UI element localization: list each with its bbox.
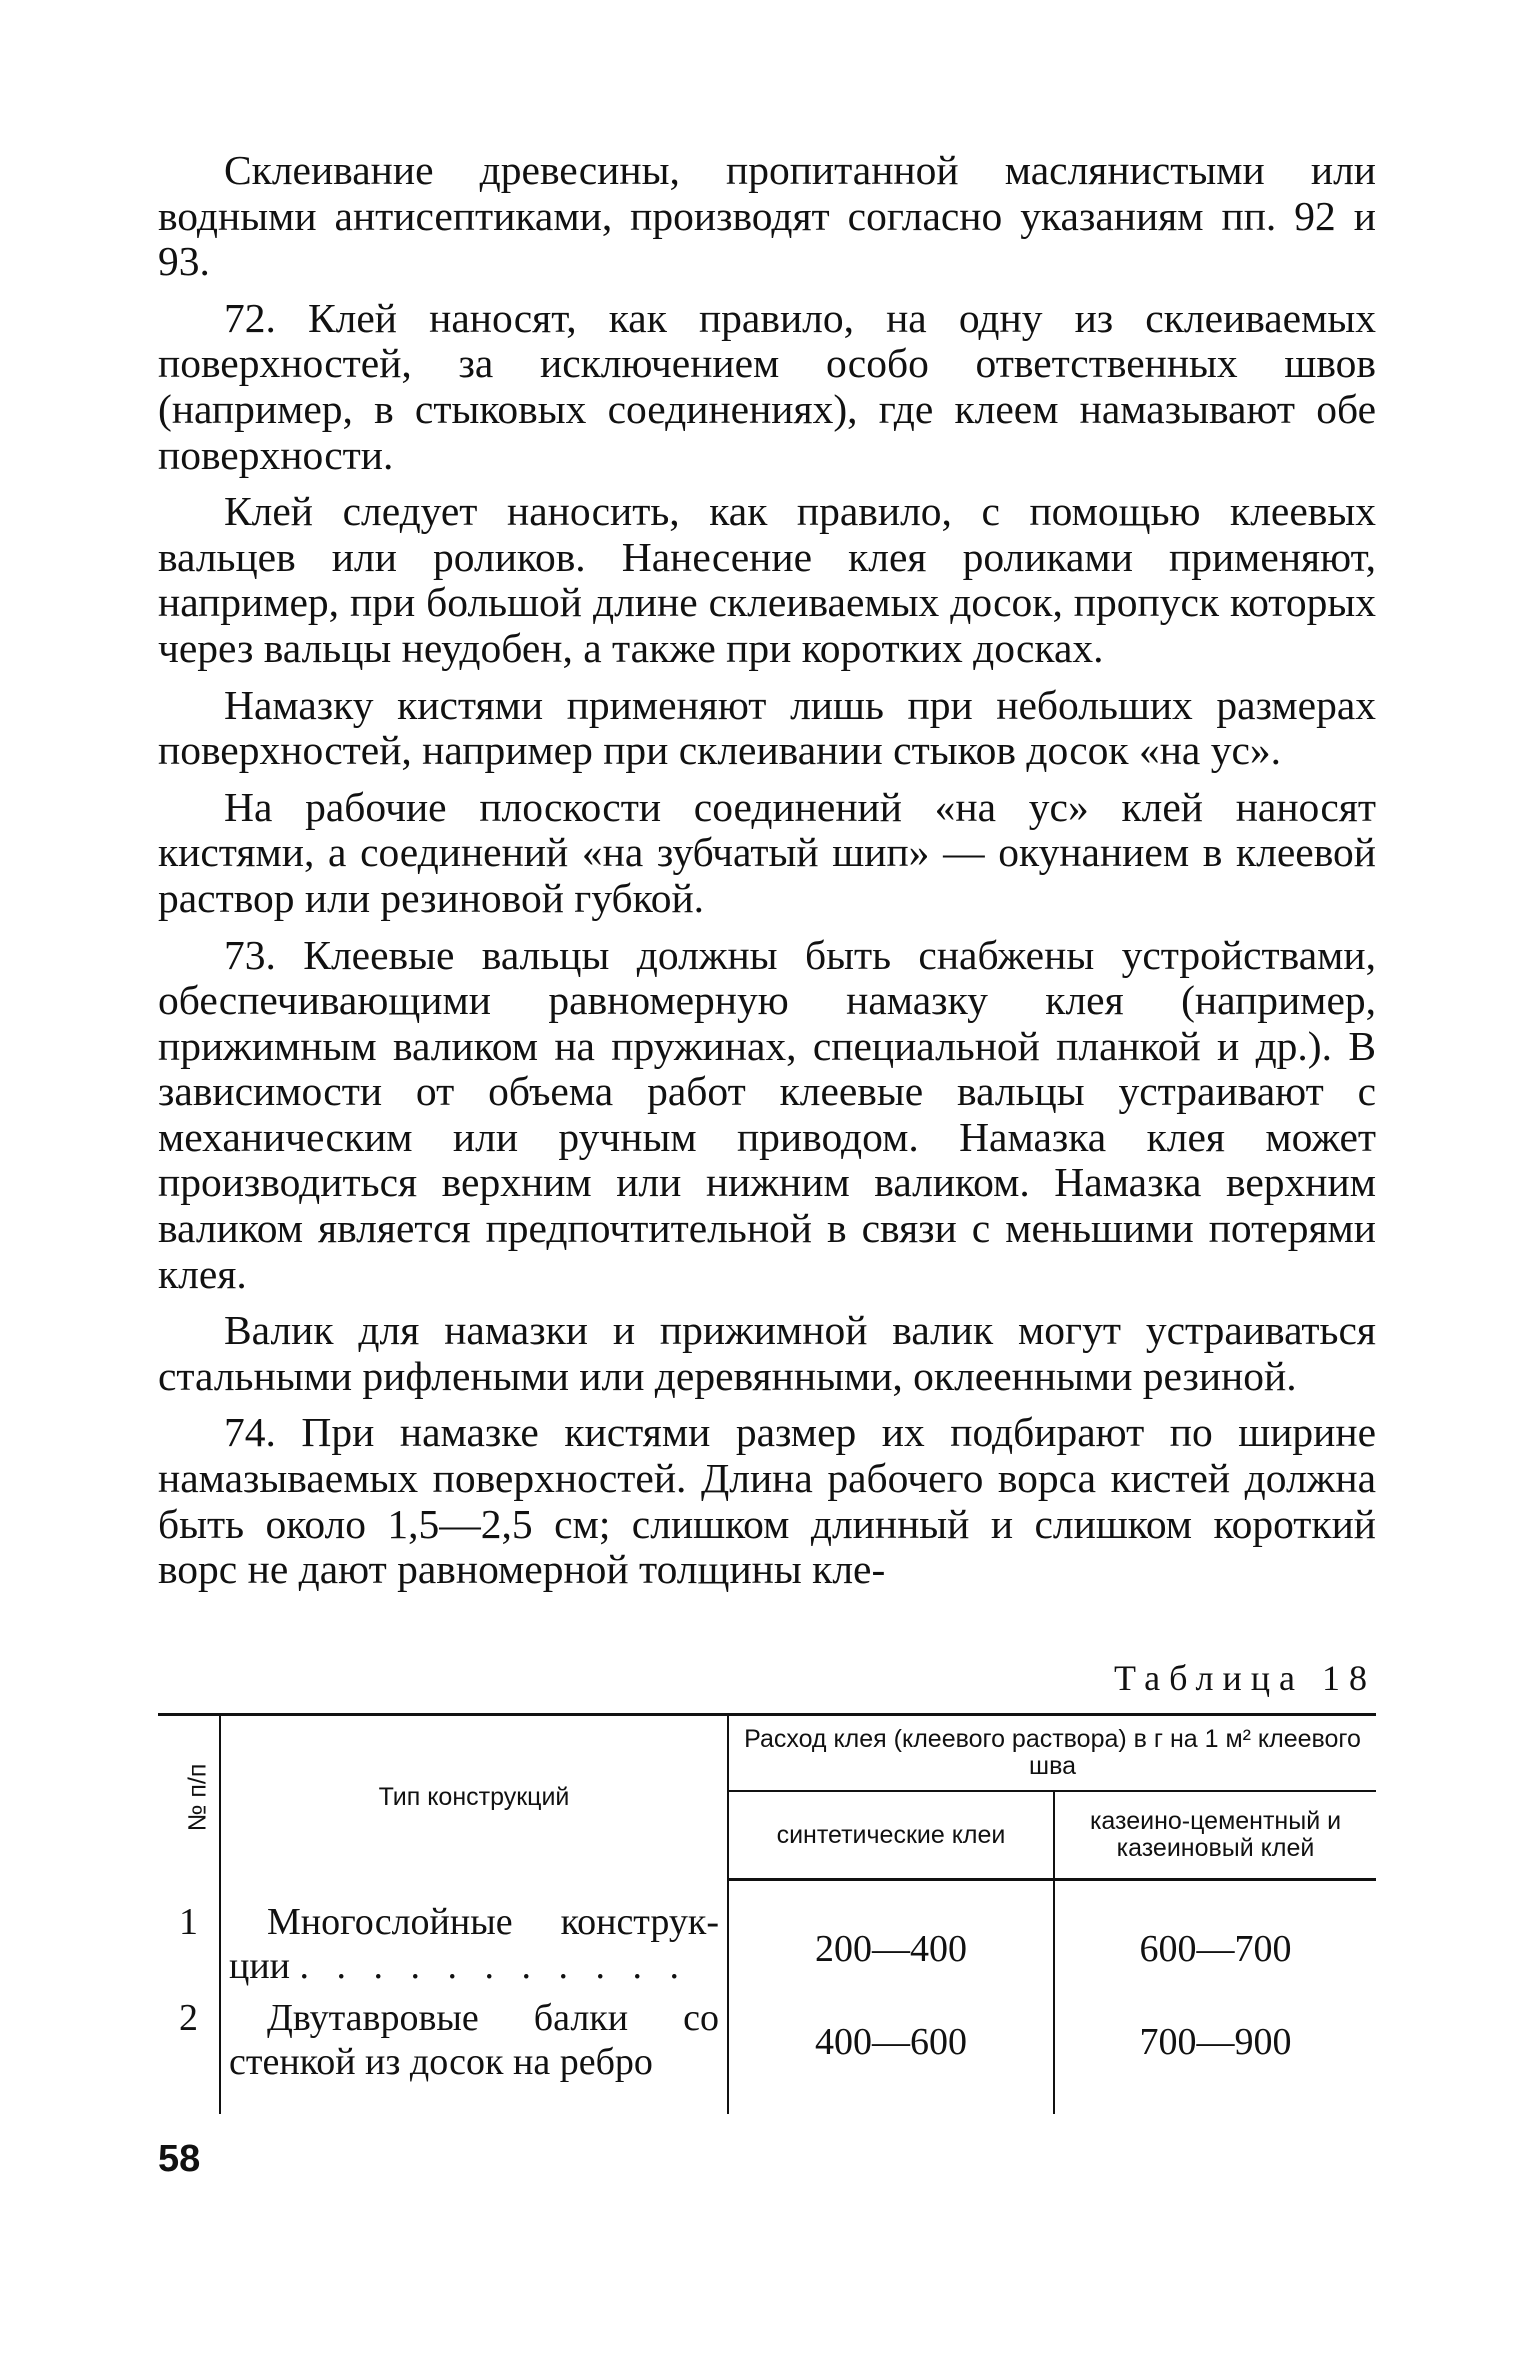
casein-value: 700—900 (1139, 2020, 1292, 2063)
column-header-number: № п/п (158, 1715, 220, 1880)
row-number: 1 (158, 1880, 220, 1988)
paragraph-joints: На рабочие плоскости соединений «на ус» клей наносят кистями, а соединений «на зубчатый шип» — окунанием в клеевой раствор или резиновой губкой. (158, 783, 1376, 921)
column-header-type: Тип конструкций (220, 1715, 728, 1880)
paragraph-glue-application: Клей следует наносить, как правило, с помощью клеевых вальцев или роликов. Нанесение клея роликами применяют, например, при большой длине склеиваемых досок, пропуск которых через вальцы неудобен, а также при коротких досках. (158, 488, 1376, 671)
table-row (158, 1880, 1376, 1988)
construction-type: Многослойные конструк- ции . . . . . . . . . . . (220, 1880, 728, 1988)
construction-type: Двутавровые балки со стенкой из досок на ребро (220, 1988, 728, 2114)
casein-value: 600—700 (1139, 1928, 1292, 1970)
paragraph-rollers: Валик для намазки и прижимной валик могут устраиваться стальными рифлеными или деревянными, оклеенными резиной. (158, 1307, 1376, 1399)
table-row (158, 1988, 1376, 2114)
paragraph-73: 73. Клеевые вальцы должны быть снабжены устройствами, обеспечивающими равномерную намазку клея (например, прижимным валиком на пружинах, специальной планкой и др.). В зависимости от объема работ клеевые вальцы устраивают с механическим или ручным приводом. Намазка клея может производиться верхним или нижним валиком. Намазка верхним валиком является предпочтительной в связи с меньшими потерями клея. (158, 931, 1376, 1297)
page-number: 58 (158, 2138, 201, 2180)
synthetic-value: 200—400 (728, 1880, 1054, 1988)
paragraph-brush-application: Намазку кистями применяют лишь при небольших размерах поверхностей, например при склеивании стыков досок «на ус». (158, 681, 1376, 774)
row-number: 2 (158, 1988, 220, 2114)
body-text (158, 148, 1376, 1604)
table-caption: Таблица 18 (1114, 1658, 1376, 1698)
column-header-casein: казеино-цементный и казеиновый клей (1054, 1791, 1376, 1880)
synthetic-value: 400—600 (728, 1988, 1054, 2114)
paragraph-1: Склеивание древесины, пропитанной маслянистыми или водными антисептиками, производят согласно указаниям пп. 92 и 93. (158, 147, 1376, 285)
paragraph-74: 74. При намазке кистями размер их подбирают по ширине намазываемых поверхностей. Длина рабочего ворса кистей должна быть около 1,5—2,5 см; слишком длинный и слишком короткий ворс не дают равномерной толщины кле- (158, 1409, 1376, 1593)
paragraph-72: 72. Клей наносят, как правило, на одну из склеиваемых поверхностей, за исключением особо ответственных швов (например, в стыковых соединениях), где клеем намазывают обе поверхности. (158, 294, 1376, 478)
column-header-consumption: Расход клея (клеевого раствора) в г на 1 м² клеевого шва (728, 1715, 1376, 1792)
column-header-synthetic: синтетические клеи (728, 1791, 1054, 1880)
glue-consumption-table (158, 1713, 1376, 2114)
